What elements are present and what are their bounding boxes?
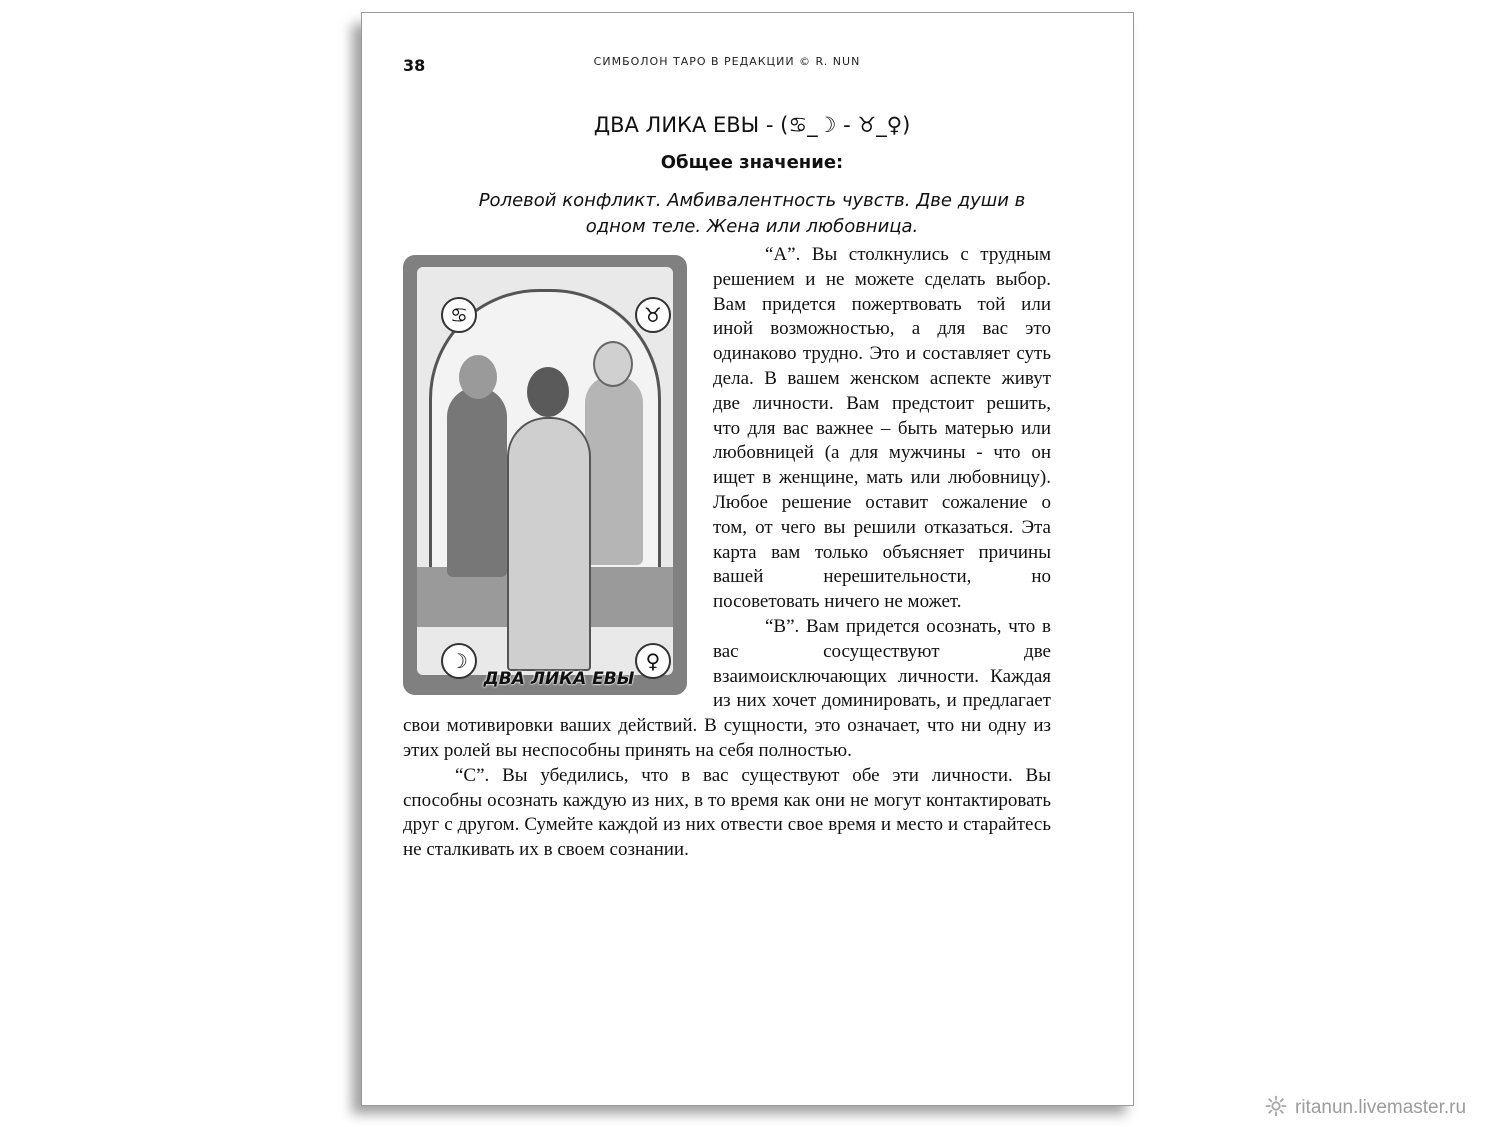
center-figure xyxy=(507,417,591,671)
book-page xyxy=(361,12,1134,1106)
running-head: СИМБОЛОН ТАРО В РЕДАКЦИИ © R. NUN xyxy=(593,55,861,68)
body-text xyxy=(403,243,1051,863)
card-label: ДВА ЛИКА ЕВЫ xyxy=(483,669,635,689)
cancer-sign-icon: ♋ xyxy=(441,297,477,333)
taurus-sign-icon: ♉ xyxy=(635,297,671,333)
tarot-card-illustration xyxy=(403,255,687,695)
venus-sign-icon: ♀ xyxy=(635,643,671,679)
left-figure-head xyxy=(459,355,497,399)
page-number: 38 xyxy=(403,56,426,75)
paragraph-b: “В”. Вам придется осознать, что в вас сосуществуют две взаимоисключающих личности. Каждая из них хочет доминировать, и предлагает свои мотивировки ваших действий. В сущности, это означает, что ни одну из этих ролей вы неспособны принять на себя полностью. xyxy=(403,615,1051,761)
summary-text: Ролевой конфликт. Амбивалентность чувств. Две души в одном теле. Жена или любовница. xyxy=(478,190,1026,237)
right-figure-head xyxy=(593,341,633,387)
center-figure-head xyxy=(527,367,569,417)
paragraph-c: “С”. Вы убедились, что в вас существуют обе эти личности. Вы способны осознать каждую из них, в то время как они не могут контактировать друг с другом. Сумейте каждой из них отвести свое время и место и старайтесь не сталкивать их в своем сознании. xyxy=(403,764,1051,861)
card-title: ДВА ЛИКА ЕВЫ - (♋_☽ - ♉_♀) xyxy=(593,113,911,137)
watermark-text: ritanun.livemaster.ru xyxy=(1295,1097,1467,1118)
left-figure xyxy=(447,387,507,577)
right-figure xyxy=(585,375,643,565)
card-frame xyxy=(417,267,673,689)
watermark xyxy=(1265,1094,1466,1122)
moon-sign-icon: ☽ xyxy=(441,643,477,679)
paragraph-a: “А”. Вы столкнулись с трудным решением и не можете сделать выбор. Вам придется пожертвовать той или иной возможностью, а для вас это одинаково трудно. Это и составляет суть дела. В вашем женском аспекте живут две личности. Вам предстоит решить, что для вас важнее – быть матерью или любовницей (а для мужчины - что он ищет в женщине, мать или любовницу). Любое решение оставит сожаление о том, от чего вы решили отказаться. Эта карта вам только объясняет причины вашей нерешительности, но посоветовать ничего не может. xyxy=(713,244,1051,613)
gear-icon xyxy=(1265,1095,1287,1117)
section-subtitle: Общее значение: xyxy=(660,152,844,173)
